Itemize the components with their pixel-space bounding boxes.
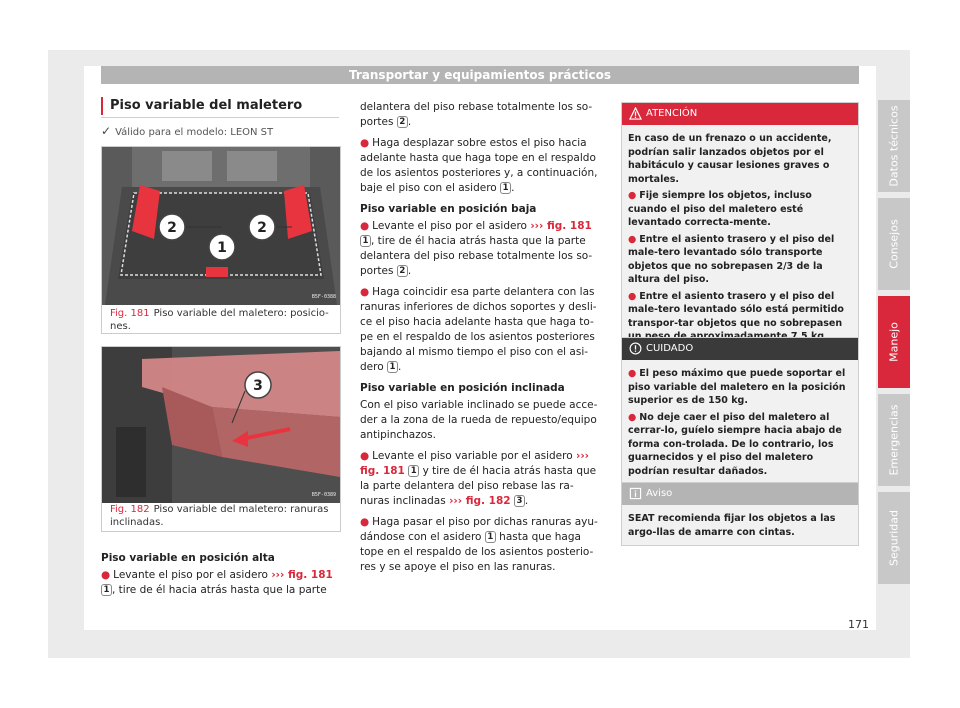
callout-ref: 3 xyxy=(514,495,525,507)
callout-2-right: 2 xyxy=(257,220,267,236)
callout-3: 3 xyxy=(253,378,263,394)
step-high-2: ● Haga desplazar sobre estos el piso hacia adelante hasta que haga tope en el respaldo de los asientos posteriores y, a continuación, baje el piso con el asidero 1 . xyxy=(360,137,598,194)
callout-ref: 1 xyxy=(360,235,371,247)
page-number: 171 xyxy=(848,618,869,631)
note-box xyxy=(621,482,859,546)
caution-box xyxy=(621,337,859,488)
figure-caption xyxy=(110,503,332,529)
callout-2-left: 2 xyxy=(167,220,177,236)
title-divider xyxy=(101,117,339,118)
warning-box xyxy=(621,102,859,354)
bullet-icon: ● xyxy=(360,220,370,232)
warning-body xyxy=(622,125,858,353)
callout-ref: 2 xyxy=(397,265,408,277)
callout-ref: 1 xyxy=(387,361,398,373)
warning-triangle-icon xyxy=(629,107,642,120)
fig-181-link[interactable]: ››› fig. 181 xyxy=(530,220,592,232)
step-inclined-2: ● Haga pasar el piso por dichas ranuras ayu-dándose con el asidero 1 hasta que haga tope en el respaldo de los asientos posterio-res y se apoye el piso en las ranuras. xyxy=(360,516,598,573)
tab-datos-tecnicos[interactable]: Datos técnicos xyxy=(878,100,910,192)
tab-emergencias[interactable]: Emergencias xyxy=(878,394,910,486)
inclined-intro: Con el piso variable inclinado se puede acce-der a la zona de la rueda de repuesto/equipo antipinchazos. xyxy=(360,399,598,441)
fig-182-link[interactable]: ››› fig. 182 xyxy=(449,495,511,507)
column-2-text xyxy=(360,100,600,581)
bullet-icon: ● xyxy=(360,137,370,149)
figure-caption xyxy=(110,307,332,333)
heading-low-position: Piso variable en posición baja xyxy=(360,203,537,215)
note-header xyxy=(622,483,858,505)
bullet-icon: ● xyxy=(101,569,111,581)
check-icon: ✓ xyxy=(101,124,112,138)
figure-181 xyxy=(101,146,341,334)
column-1-text xyxy=(101,545,341,604)
bullet-icon: ● xyxy=(360,286,370,298)
section-title: Piso variable del maletero xyxy=(101,97,339,115)
validity-text: Válido para el modelo: LEON ST xyxy=(115,127,274,138)
bullet-icon: ● xyxy=(360,450,370,462)
tab-consejos[interactable]: Consejos xyxy=(878,198,910,290)
caution-item: ● El peso máximo que puede soportar el piso variable del maletero en la posición superior es de 150 kg. xyxy=(628,368,846,406)
caption-text: Piso variable del maletero: posicio-nes. xyxy=(110,308,329,332)
caution-body xyxy=(622,360,858,487)
note-body: SEAT recomienda fijar los objetos a las argo-llas de amarre con cintas. xyxy=(628,513,836,538)
bullet-icon: ● xyxy=(628,411,637,423)
warning-item: ● Fije siempre los objetos, incluso cuando el piso del maletero esté levantado correcta-mente. xyxy=(628,190,812,228)
bullet-icon: ● xyxy=(628,190,637,201)
chapter-header: Transportar y equipamientos prácticos xyxy=(101,66,859,84)
figure-code: B5F-0388 xyxy=(311,294,336,300)
callout-ref: 1 xyxy=(500,182,511,194)
trunk-floor-slots-image xyxy=(102,347,340,503)
step-low-2: ● Haga coincidir esa parte delantera con las ranuras inferiores de dichos soportes y desli-ce el piso hacia adelante hasta que haga to-pe en el respaldo de los asientos posteriores bajando al mismo tiempo el piso con el asi-dero 1 . xyxy=(360,286,597,373)
model-validity xyxy=(101,124,273,138)
heading-inclined-position: Piso variable en posición inclinada xyxy=(360,382,565,394)
caption-text: Piso variable del maletero: ranuras inclinadas. xyxy=(110,504,329,528)
warning-header xyxy=(622,103,858,125)
trunk-floor-positions-image xyxy=(102,147,340,305)
warning-item: ● Entre el asiento trasero y el piso del male-tero levantado sólo transporte objetos que no sobrepasen 2/3 de la altura del piso. xyxy=(628,233,835,285)
step-low-1: ● Levante el piso por el asidero ››› fig. 181 1 , tire de él hacia atrás hasta que la parte delantera del piso rebase totalmente los so-portes 2 . xyxy=(360,220,593,277)
callout-ref: 1 xyxy=(408,465,419,477)
figure-number: Fig. 181 xyxy=(110,308,150,319)
caution-item: ● No deje caer el piso del maletero al cerrar-lo, guíelo siempre hacia abajo de forma con-trolada. De lo contrario, los guarnecidos y el piso del maletero podrían resultar dañados. xyxy=(628,411,842,477)
step-high-1-cont: delantera del piso rebase totalmente los so-portes 2 . xyxy=(360,101,593,128)
step-inclined-1: ● Levante el piso variable por el asidero ››› fig. 181 1 y tire de él hacia atrás hasta que la parte delantera del piso rebase las ra-nuras inclinadas ››› fig. 182 3 . xyxy=(360,450,597,507)
warning-intro: En caso de un frenazo o un accidente, podrían salir lanzados objetos por el habitáculo y causar lesiones graves o mortales. xyxy=(628,133,832,185)
fig-181-link[interactable]: ››› fig. 181 xyxy=(360,450,589,477)
callout-ref: 1 xyxy=(485,531,496,543)
tab-seguridad[interactable]: Seguridad xyxy=(878,492,910,584)
bullet-icon: ● xyxy=(360,516,370,528)
exclamation-circle-icon xyxy=(629,342,642,355)
figure-code: B5F-0389 xyxy=(311,492,336,498)
bullet-icon: ● xyxy=(628,368,637,379)
caution-header xyxy=(622,338,858,360)
callout-ref: 2 xyxy=(397,116,408,128)
figure-number: Fig. 182 xyxy=(110,504,150,515)
caution-title: CUIDADO xyxy=(646,343,694,354)
callout-1: 1 xyxy=(217,240,227,256)
figure-182 xyxy=(101,346,341,532)
bullet-icon: ● xyxy=(628,290,637,302)
callout-ref: 1 xyxy=(101,584,112,596)
warning-item: ● Entre el asiento trasero y el piso del male-tero levantado sólo está permitido transpor-tar objetos que no sobrepasen xyxy=(628,290,844,329)
info-icon xyxy=(629,487,642,500)
step-high-1: ● Levante el piso por el asidero ››› fig. 181 1 , tire de él hacia atrás hasta que la parte xyxy=(101,569,333,596)
note-title: Aviso xyxy=(646,488,673,499)
warning-title: ATENCIÓN xyxy=(646,108,698,119)
heading-high-position: Piso variable en posición alta xyxy=(101,552,275,564)
fig-181-link[interactable]: ››› fig. 181 xyxy=(271,569,333,581)
tab-manejo[interactable]: Manejo xyxy=(878,296,910,388)
bullet-icon: ● xyxy=(628,233,637,245)
